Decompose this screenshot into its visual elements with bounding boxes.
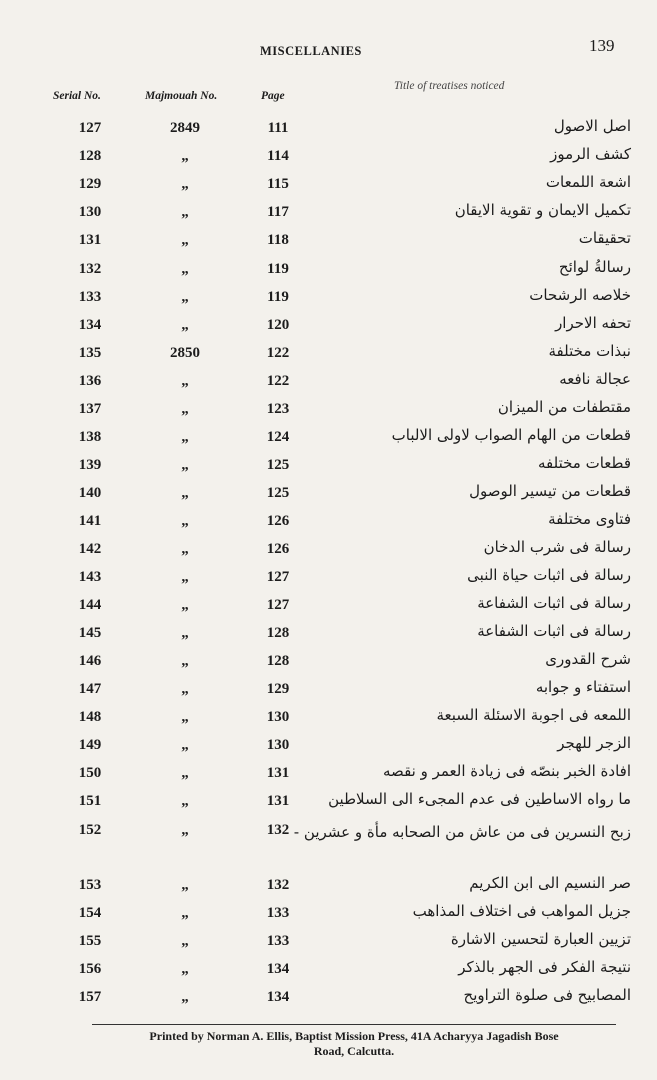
table-row [0, 509, 657, 537]
majmouah-cell: „ [181, 176, 189, 192]
serial-cell: 146 [78, 653, 102, 669]
page-cell: 125 [266, 485, 290, 501]
serial-cell: 149 [78, 737, 102, 753]
page-cell: 134 [266, 989, 290, 1005]
serial-cell: 148 [78, 709, 102, 725]
majmouah-cell: „ [181, 625, 189, 641]
title-cell: تحفه الاحرار [555, 314, 631, 332]
title-cell: المصابيح فى صلوة التراويح [463, 986, 631, 1004]
majmouah-cell: „ [181, 401, 189, 417]
majmouah-cell: „ [181, 765, 189, 781]
printer-imprint [92, 1029, 616, 1059]
page-cell: 131 [266, 793, 290, 809]
majmouah-cell: „ [181, 204, 189, 220]
page-cell: 128 [266, 625, 290, 641]
table-row [0, 929, 657, 957]
page-cell: 132 [266, 877, 290, 893]
table-row [0, 677, 657, 705]
title-cell: رسالة فى اثبات حياة النبى [467, 566, 631, 584]
table-row [0, 733, 657, 761]
title-cell: قطعات من الهام الصواب لاولى الالباب [391, 426, 631, 444]
serial-cell: 143 [78, 569, 102, 585]
page-cell: 111 [267, 120, 289, 136]
majmouah-cell: „ [181, 681, 189, 697]
title-cell: مقتطفات من الميزان [497, 398, 631, 416]
majmouah-cell: „ [181, 822, 189, 838]
serial-cell: 150 [78, 765, 102, 781]
serial-cell: 133 [78, 289, 102, 305]
majmouah-cell: „ [181, 961, 189, 977]
title-cell: الزجر للهجر [557, 734, 631, 752]
table-row [0, 789, 657, 817]
title-cell: ما رواه الاساطين فى عدم المجىء الى السلاطين [328, 790, 631, 808]
title-cell: فتاوى مختلفة [548, 510, 631, 528]
majmouah-cell: „ [181, 485, 189, 501]
title-cell: خلاصه الرشحات [529, 286, 631, 304]
table-row [0, 200, 657, 228]
page-cell: 126 [266, 541, 290, 557]
table-row [0, 901, 657, 929]
serial-cell: 155 [78, 933, 102, 949]
majmouah-cell: „ [181, 933, 189, 949]
table-row [0, 453, 657, 481]
table-row [0, 116, 657, 144]
title-cell: زبح النسرين فى من عاش من الصحابه مأة و عشرين - [293, 823, 631, 841]
serial-cell: 129 [78, 176, 102, 192]
page-cell: 118 [267, 232, 289, 248]
page-cell: 132 [266, 822, 290, 838]
page-cell: 119 [267, 261, 289, 277]
serial-cell: 132 [78, 261, 102, 277]
table-row [0, 565, 657, 593]
serial-cell: 134 [78, 317, 102, 333]
majmouah-cell: „ [181, 373, 189, 389]
title-cell: رسالةُ لوائح [558, 258, 631, 276]
majmouah-cell: „ [181, 653, 189, 669]
majmouah-cell: „ [181, 232, 189, 248]
imprint-line-2: Road, Calcutta. [313, 1044, 395, 1058]
majmouah-cell: „ [181, 317, 189, 333]
page-cell: 134 [266, 961, 290, 977]
table-row [0, 873, 657, 901]
title-cell: اشعة اللمعات [545, 173, 631, 191]
table-row [0, 818, 657, 846]
page-cell: 130 [266, 737, 290, 753]
title-cell: قطعات مختلفه [537, 454, 631, 472]
serial-cell: 152 [78, 822, 102, 838]
page-cell: 127 [266, 597, 290, 613]
table-row [0, 341, 657, 369]
page-cell: 131 [266, 765, 290, 781]
serial-cell: 127 [78, 120, 102, 136]
page-cell: 133 [266, 905, 290, 921]
title-cell: استفتاء و جوابه [535, 678, 631, 696]
majmouah-cell: „ [181, 737, 189, 753]
serial-cell: 130 [78, 204, 102, 220]
table-row [0, 621, 657, 649]
page-cell: 129 [266, 681, 290, 697]
table-row [0, 985, 657, 1013]
serial-cell: 141 [78, 513, 102, 529]
title-cell: نتيجة الفكر فى الجهر بالذكر [458, 958, 631, 976]
title-cell: تكميل الايمان و تقوية الايقان [454, 201, 631, 219]
page-cell: 133 [266, 933, 290, 949]
serial-cell: 138 [78, 429, 102, 445]
majmouah-cell: „ [181, 429, 189, 445]
title-cell: اصل الاصول [553, 117, 631, 135]
majmouah-cell: „ [181, 541, 189, 557]
title-cell: رسالة فى شرب الدخان [483, 538, 631, 556]
serial-cell: 151 [78, 793, 102, 809]
table-row [0, 705, 657, 733]
serial-cell: 147 [78, 681, 102, 697]
page-cell: 122 [266, 345, 290, 361]
column-header-serial: Serial No. [53, 90, 101, 102]
serial-cell: 140 [78, 485, 102, 501]
serial-cell: 136 [78, 373, 102, 389]
page-cell: 120 [266, 317, 290, 333]
table-row [0, 313, 657, 341]
table-row [0, 537, 657, 565]
table-row [0, 957, 657, 985]
serial-cell: 128 [78, 148, 102, 164]
title-cell: تحقيقات [578, 229, 631, 247]
table-row [0, 593, 657, 621]
table-row [0, 228, 657, 256]
serial-cell: 154 [78, 905, 102, 921]
table-row [0, 397, 657, 425]
table-row [0, 761, 657, 789]
table-row [0, 144, 657, 172]
table-row [0, 425, 657, 453]
page-cell: 122 [266, 373, 290, 389]
majmouah-cell: „ [181, 793, 189, 809]
majmouah-cell: „ [181, 905, 189, 921]
title-cell: نبذات مختلفة [548, 342, 631, 360]
serial-cell: 135 [78, 345, 102, 361]
page-cell: 130 [266, 709, 290, 725]
page-cell: 125 [266, 457, 290, 473]
serial-cell: 131 [78, 232, 102, 248]
title-cell: تزيين العبارة لتحسين الاشارة [450, 930, 631, 948]
serial-cell: 156 [78, 961, 102, 977]
serial-cell: 137 [78, 401, 102, 417]
table-row [0, 481, 657, 509]
page-cell: 117 [267, 204, 289, 220]
majmouah-cell: „ [181, 289, 189, 305]
majmouah-cell: „ [181, 457, 189, 473]
column-header-title: Title of treatises noticed [394, 80, 505, 92]
title-cell: رسالة فى اثبات الشفاعة [477, 622, 631, 640]
serial-cell: 139 [78, 457, 102, 473]
majmouah-cell: „ [181, 989, 189, 1005]
page-cell: 115 [267, 176, 289, 192]
serial-cell: 145 [78, 625, 102, 641]
title-cell: افادة الخبر بنصّه فى زيادة العمر و نقصه [383, 762, 631, 780]
title-cell: قطعات من تيسير الوصول [469, 482, 631, 500]
column-header-majmouah: Majmouah No. [145, 90, 218, 102]
title-cell: رسالة فى اثبات الشفاعة [477, 594, 631, 612]
running-head: MISCELLANIES [260, 44, 362, 58]
page-cell: 127 [266, 569, 290, 585]
majmouah-cell: 2849 [170, 120, 200, 136]
title-cell: كشف الرموز [550, 145, 631, 163]
title-cell: شرح القدورى [545, 650, 631, 668]
page-cell: 123 [266, 401, 290, 417]
serial-cell: 142 [78, 541, 102, 557]
majmouah-cell: „ [181, 709, 189, 725]
serial-cell: 144 [78, 597, 102, 613]
majmouah-cell: „ [181, 148, 189, 164]
majmouah-cell: „ [181, 261, 189, 277]
serial-cell: 153 [78, 877, 102, 893]
title-cell: صر النسيم الى ابن الكريم [469, 874, 631, 892]
page-cell: 119 [267, 289, 289, 305]
page-cell: 124 [266, 429, 290, 445]
imprint-line-1: Printed by Norman A. Ellis, Baptist Mission Press, 41A Acharyya Jagadish Bose [149, 1029, 559, 1043]
column-header-page: Page [261, 90, 285, 102]
table-row [0, 369, 657, 397]
footer-rule [92, 1024, 616, 1025]
page-cell: 114 [267, 148, 289, 164]
title-cell: اللمعه فى اجوبة الاسئلة السبعة [436, 706, 631, 724]
page-cell: 128 [266, 653, 290, 669]
page-number: 139 [589, 36, 615, 55]
table-row [0, 649, 657, 677]
serial-cell: 157 [78, 989, 102, 1005]
title-cell: جزيل المواهب فى اختلاف المذاهب [412, 902, 631, 920]
page-cell: 126 [266, 513, 290, 529]
majmouah-cell: „ [181, 569, 189, 585]
table-row [0, 257, 657, 285]
majmouah-cell: „ [181, 877, 189, 893]
table-row [0, 172, 657, 200]
majmouah-cell: 2850 [170, 345, 200, 361]
title-cell: عجالة نافعه [559, 370, 631, 388]
table-row [0, 285, 657, 313]
majmouah-cell: „ [181, 513, 189, 529]
majmouah-cell: „ [181, 597, 189, 613]
